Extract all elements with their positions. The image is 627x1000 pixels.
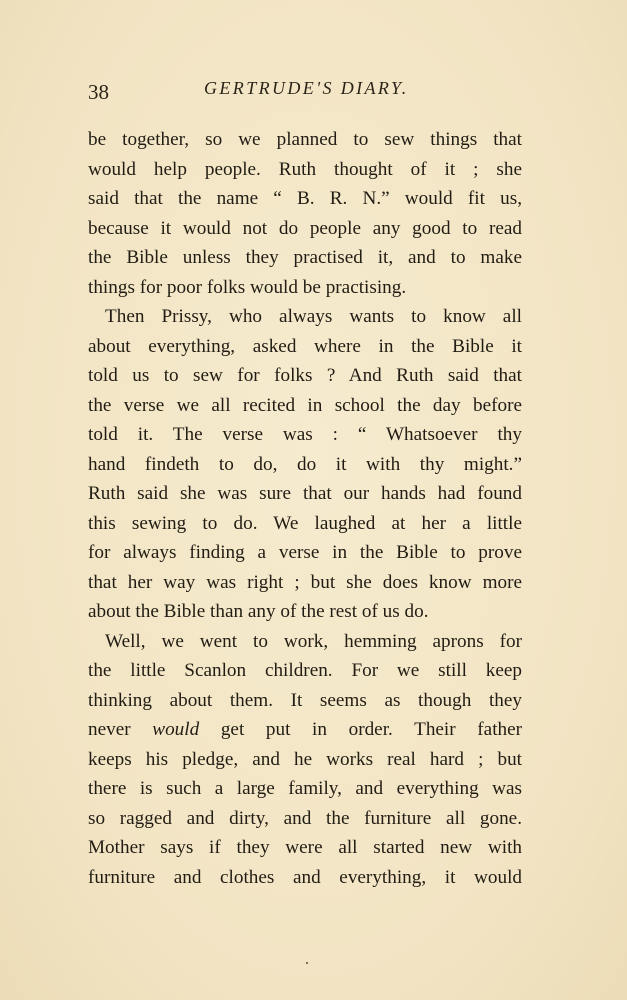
text-fragment: get put in order. Their father (220, 719, 523, 740)
text-line: told it. The verse was : “ Whatsoever thy (88, 424, 522, 445)
text-line: would help people. Ruth thought of it ; she (88, 158, 522, 180)
text-line: be together, so we planned to sew things that (88, 129, 522, 150)
text-line: keeps his pledge, and he works real hard ; but (88, 748, 522, 770)
page-header (0, 76, 627, 106)
text-line: Mother says if they were all started new with (88, 837, 522, 858)
page-body (88, 125, 522, 892)
emphasized-word: would (152, 719, 200, 740)
text-line: the verse we all recited in school the day before (88, 394, 522, 416)
text-fragment: never (88, 719, 131, 740)
text-line: about everything, asked where in the Bible it (88, 335, 522, 357)
text-line: told us to sew for folks ? And Ruth said that (88, 365, 522, 386)
text-line: Well, we went to work, hemming aprons for (105, 630, 522, 652)
text-line: Then Prissy, who always wants to know all (105, 306, 522, 327)
text-line: because it would not do people any good to read (88, 217, 522, 239)
text-line: so ragged and dirty, and the furniture all gone. (88, 807, 522, 829)
text-line: hand findeth to do, do it with thy might.” (88, 453, 522, 475)
text-line: the little Scanlon children. For we still keep (88, 660, 522, 681)
text-line: there is such a large family, and everything was (88, 778, 522, 799)
text-line: the Bible unless they practised it, and to make (88, 247, 522, 268)
text-line: for always finding a verse in the Bible to prove (88, 542, 522, 563)
text-line (88, 715, 522, 745)
text-line: that her way was right ; but she does know more (88, 571, 522, 593)
running-title: GERTRUDE'S DIARY. (204, 78, 409, 98)
text-line: furniture and clothes and everything, it would (88, 866, 522, 888)
print-speck (306, 962, 308, 964)
text-line: about the Bible than any of the rest of us do. (88, 601, 429, 622)
text-line: said that the name “ B. R. N.” would fit us, (88, 188, 522, 209)
text-line: this sewing to do. We laughed at her a little (88, 512, 522, 534)
page-number: 38 (88, 80, 109, 104)
text-line: thinking about them. It seems as though they (88, 689, 522, 711)
text-line: Ruth said she was sure that our hands had found (88, 483, 522, 504)
text-line: things for poor folks would be practising. (88, 276, 407, 298)
